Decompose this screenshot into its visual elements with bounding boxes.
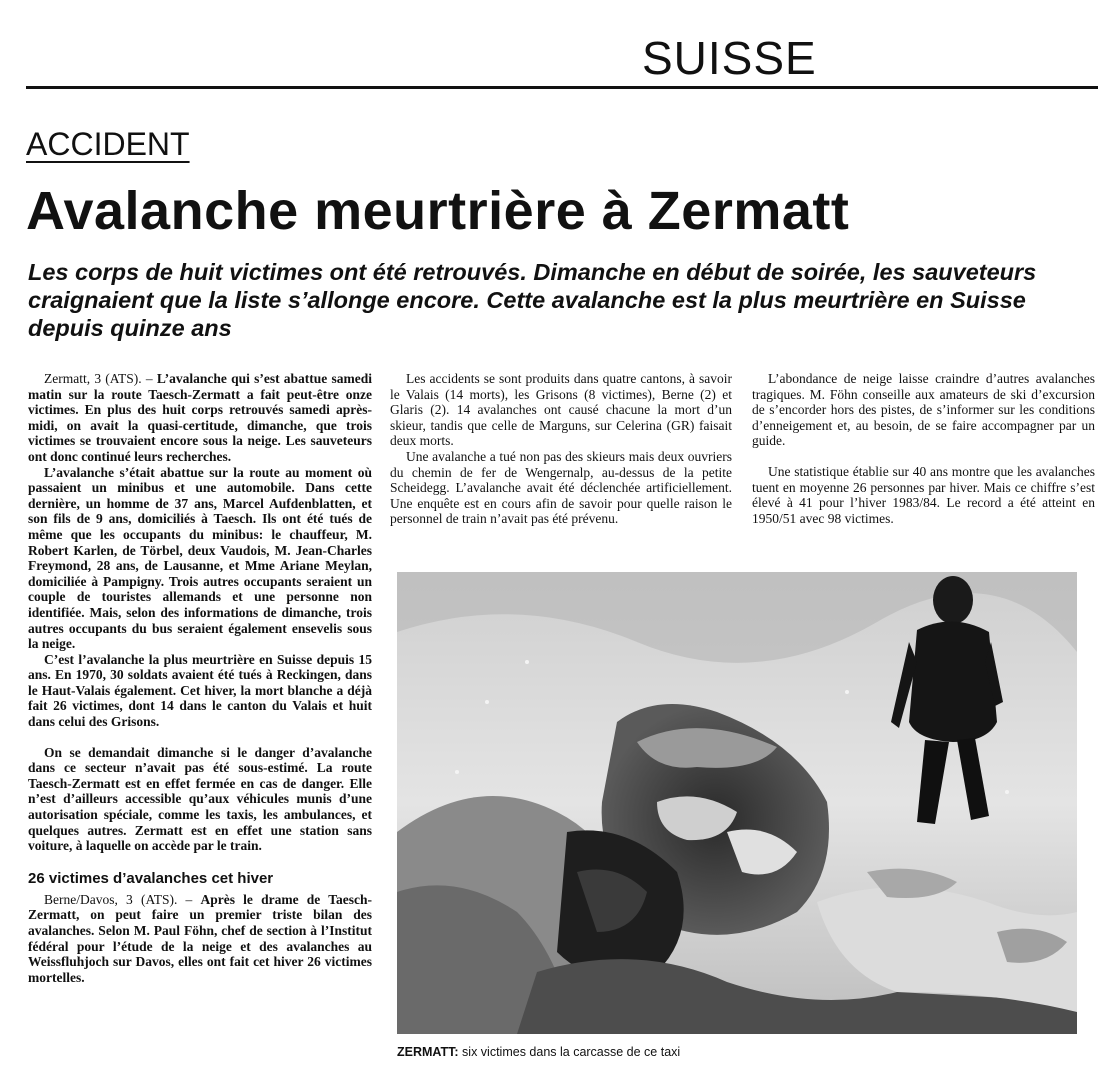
paragraph: Une statistique établie sur 40 ans montre que les avalanches tuent en moyenne 26 personnes par hiver. Mais ce chiffre s’est élevé à 41 pour l’hiver 1983/84. Le record a été atteint en 1950/51 avec 98 victimes. (752, 463, 1095, 526)
paragraph: L’avalanche s’était abattue sur la route au moment où passaient un minibus et une automobile. Dans cette dernière, un homme de 37 ans, Marcel Aufdenblatten, et son fils de 9 ans, domiciliés à Taesch. Ils ont été tués de même que les occupants du minibus: le chauffeur, M. Robert Karlen, de Törbel, deux Vaudois, M. Jean-Charles Freymond, 28 ans, de Lausanne, et Mme Ariane Meylan, domiciliée à Pampigny. Trois autres occupants seraient un couple de touristes allemands et une personne non identifiée. Mais, selon des informations de dimanche, trois autres occupants du bus seraient également ensevelis sous la neige. (28, 464, 372, 652)
column-1 (28, 371, 372, 985)
paragraph-text: Après le drame de Taesch-Zermatt, on peut faire un premier triste bilan des avalanches. Selon M. Paul Föhn, chef de section à l’Institut fédéral pour l’étude de la neige et des avalanches au Weissfluhjoch sur Davos, elles ont fait cet hiver 26 victimes mortelles. (28, 891, 372, 985)
column-3 (752, 371, 1095, 526)
paragraph: Les accidents se sont produits dans quatre cantons, à savoir le Valais (14 morts), les Grisons (8 victimes), Berne (2) et Glaris (2). 14 avalanches ont causé chacune la mort d’un skieur, tandis que celle de Marguns, sur Celerina (GR) faisait deux morts. (390, 371, 732, 449)
kicker: ACCIDENT (26, 126, 190, 162)
paragraph (28, 892, 372, 986)
paragraph: Une avalanche a tué non pas des skieurs mais deux ouvriers du chemin de fer de Wengernalp, au-dessus de la petite Scheidegg. L’avalanche avait été déclenchée artificiellement. Une enquête est en cours afin de savoir pour quelle raison le personnel de train n’avait pas été prévenu. (390, 448, 732, 527)
lead-text: L’avalanche qui s’est abattue samedi matin sur la route Taesch-Zermatt a fait peut-être onze victimes. En plus des huit corps retrouvés samedi après-midi, on avait la quasi-certitude, dimanche, que trois victimes se trouvaient encore sous la neige. Les sauveteurs ont donc continué leurs recherches. (28, 371, 372, 464)
caption-text: six victimes dans la carcasse de ce taxi (462, 1045, 681, 1059)
headline: Avalanche meurtrière à Zermatt (26, 181, 850, 241)
column-2 (390, 371, 732, 527)
lead-paragraph (28, 371, 372, 465)
deck: Les corps de huit victimes ont été retrouvés. Dimanche en début de soirée, les sauveteurs craignaient que la liste s’allonge encore. Cette avalanche est la plus meurtrière en Suisse depuis quinze ans (28, 259, 1037, 341)
photo-caption (397, 1044, 680, 1060)
paragraph: L’abondance de neige laisse craindre d’autres avalanches tragiques. M. Föhn conseille aux amateurs de ski d’excursion de s’encorder hors des pistes, de s’informer sur les conditions d’enneigement et, au besoin, de se faire accompagner par un guide. (752, 371, 1095, 449)
section-rule (26, 86, 1098, 89)
paragraph: On se demandait dimanche si le danger d’avalanche dans ce secteur n’avait pas été sous-estimé. La route Taesch-Zermatt est en effet fermée en cas de danger. Elle n’est d’ailleurs accessible qu’aux véhicules munis d’une autorisation spéciale, comme les taxis, les ambulances, et quelques autres. Zermatt est en effet une station sans voiture, à laquelle on accède par le train. (28, 744, 372, 854)
dateline: Berne/Davos, 3 (ATS). – (44, 891, 193, 907)
section-title: SUISSE (642, 32, 817, 84)
paragraph: C’est l’avalanche la plus meurtrière en Suisse depuis 15 ans. En 1970, 30 soldats avaient été tués à Reckingen, dans le Haut-Valais également. Cet hiver, la mort blanche a déjà fait 26 victimes, dont 14 dans le canton du Valais et huit dans celui des Grisons. (28, 651, 372, 730)
subhead: 26 victimes d’avalanches cet hiver (28, 869, 274, 887)
avalanche-photo-image (397, 572, 1077, 1034)
caption-label: ZERMATT: (397, 1045, 459, 1059)
news-photo (397, 572, 1077, 1034)
dateline: Zermatt, 3 (ATS). – (44, 371, 153, 386)
